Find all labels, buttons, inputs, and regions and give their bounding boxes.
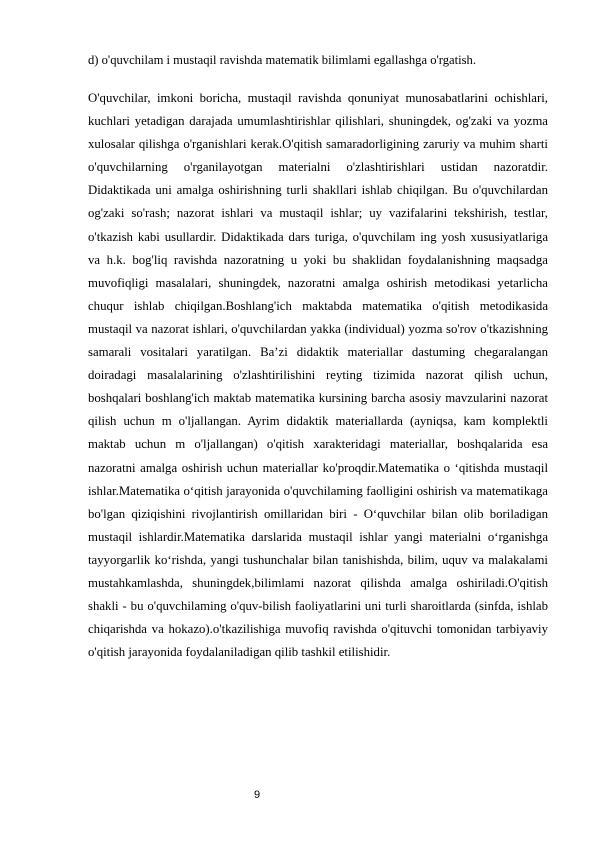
list-item-d: d) o'quvchilam i mustaqil ravishda matematik bilimlami egallashga o'rgatish. <box>88 53 476 67</box>
body-paragraph: O'quvchilar, imkoni boricha, mustaqil ravishda qonuniyat munosabatlarini ochishlari, kuchlari yetadigan darajada umumlashtirishlar qilishlari, shuningdek, og'zaki va yozma xulosalar qilishga o'rganishlari kerak.O'qitish samaradorligining zaruriy va muhim sharti o'quvchilarning o'rganilayotgan materialni o'zlashtirishlari ustidan nazoratdir. Didaktikada uni amalga oshirishning turli shakllari ishlab chiqilgan. Bu o'quvchilardan og'zaki so'rash; nazorat ishlari va mustaqil ishlar; uy vazifalarini tekshirish, testlar, o'tkazish kabi usullardir. Didaktikada dars turiga, o'quvchilam ing yosh xususiyatlariga va h.k. bog'liq ravishda nazoratning u yoki bu shaklidan foydalanishning maqsadga muvofiqligi masalalari, shuningdek, nazoratni amalga oshirish metodikasi yetarlicha chuqur ishlab chiqilgan.Boshlang'ich maktabda matematika o'qitish metodikasida mustaqil va nazorat ishlari, o'quvchilardan yakka (individual) yozma so'rov o'tkazishning samarali vositalari yaratilgan. Ba’zi didaktik materiallar dastuming chegaralangan doiradagi masalalarining o'zlashtirilishini reyting tizimida nazorat qilish uchun, boshqalari boshlang'ich maktab matematika kursining barcha asosiy mavzularini nazorat qilish uchun m o'ljallangan. Ayrim didaktik materiallarda (ayniqsa, kam komplektli maktab uchun m o'ljallangan) o'qitish xarakteridagi materiallar, boshqalarida esa nazoratni amalga oshirish uchun materiallar ko'proqdir.Matematika o ‘qitishda mustaqil ishlar.Matematika o‘qitish jarayonida o'quvchilaming faolligini oshirish va matematikaga bo'lgan qiziqishini rivojlantirish omillaridan biri - O‘quvchilar bilan olib boriladigan mustaqil ishlardir.Matematika darslarida mustaqil ishlar yangi materialni o‘rganishga tayyorgarlik ko‘rishda, yangi tushunchalar bilan tanishishda, bilim, uquv va malakalami mustahkamlashda, shuningdek,bilimlami nazorat qilishda amalga oshiriladi.O'qitish shakli - bu o'quvchilaming o'quv-bilish faoliyatlarini uni turli sharoitlarda (sinfda, ishlab chiqarishda va hokazo).o'tkazilishiga muvofiq ravishda o'qituvchi tomonidan tarbiyaviy o'qitish jarayonida foydalaniladigan qilib tashkil etilishidir. <box>88 91 548 660</box>
page-number: 9 <box>254 789 261 801</box>
